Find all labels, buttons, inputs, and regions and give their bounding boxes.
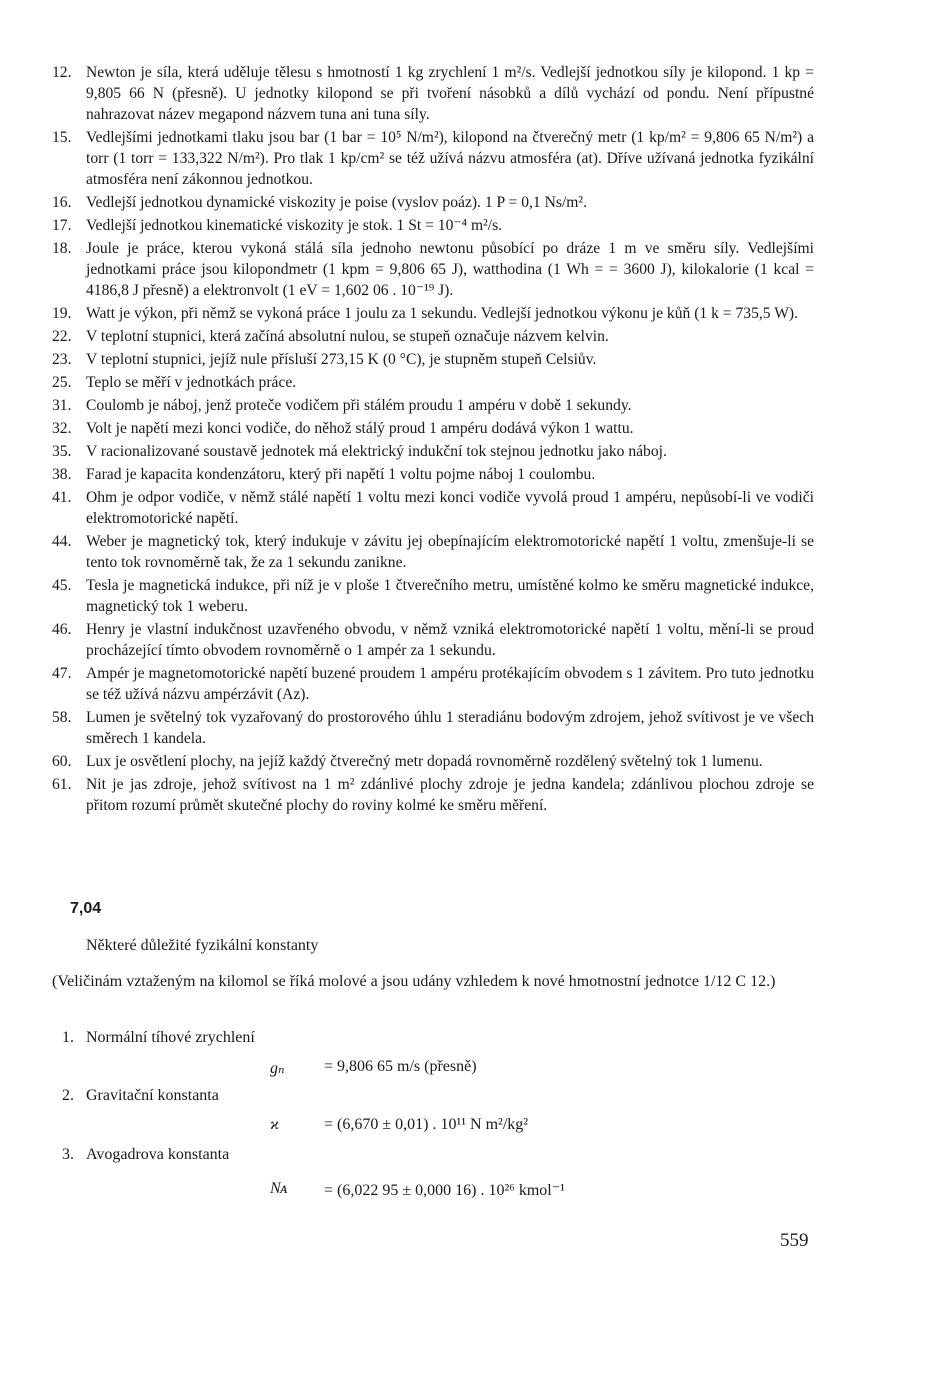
constant-value: = (6,022 95 ± 0,000 16) . 10²⁶ kmol⁻¹	[324, 1182, 565, 1199]
item-number: 45.	[52, 577, 72, 594]
list-item	[52, 303, 814, 324]
item-text: Vedlejšími jednotkami tlaku jsou bar (1 bar = 10⁵ N/m²), kilopond na čtverečný metr (1 kp/m² = 9,806 65 N/m²) a torr (1 torr = 133,322 N/m²). Pro tlak 1 kp/cm² se též užívá názvu atmosféra (at). Dříve užívaná jednotka fyzikální atmosféra není zákonnou jednotkou.	[86, 129, 814, 188]
list-item	[52, 531, 814, 573]
item-number: 19.	[52, 305, 72, 322]
item-text: Volt je napětí mezi konci vodiče, do něhož stálý proud 1 ampéru dodává výkon 1 wattu.	[86, 420, 634, 437]
list-item	[52, 192, 814, 213]
constant-symbol: ϰ	[270, 1116, 279, 1133]
item-number: 22.	[52, 328, 72, 345]
item-number: 60.	[52, 753, 72, 770]
constant-value: = 9,806 65 m/s (přesně)	[324, 1058, 477, 1075]
list-item	[52, 238, 814, 301]
constant-name: Avogadrova konstanta	[86, 1146, 230, 1163]
constant-number: 2.	[62, 1087, 74, 1104]
list-item	[52, 441, 814, 462]
constant-label	[62, 1029, 255, 1047]
item-text: Lumen je světelný tok vyzařovaný do prostorového úhlu 1 steradiánu bodovým zdrojem, jehož svítivost je ve všech směrech 1 kandela.	[86, 709, 814, 747]
list-item	[52, 326, 814, 347]
item-text: V teplotní stupnici, která začíná absolutní nulou, se stupeň označuje názvem kelvin.	[86, 328, 609, 345]
constant-label	[62, 1146, 229, 1164]
item-text: Nit je jas zdroje, jehož svítivost na 1 m² zdánlivé plochy zdroje je jedna kandela; zdánlivou plochou zdroje se přitom rozumí průmět skutečné plochy do roviny kolmé ke směru měření.	[86, 776, 814, 814]
item-number: 31.	[52, 397, 72, 414]
item-number: 35.	[52, 443, 72, 460]
item-text: V racionalizované soustavě jednotek má elektrický indukční tok stejnou jednotku jako náboj.	[86, 443, 667, 460]
item-number: 58.	[52, 709, 72, 726]
item-number: 38.	[52, 466, 72, 483]
list-item	[52, 418, 814, 439]
constant-value: = (6,670 ± 0,01) . 10¹¹ N m²/kg²	[324, 1116, 529, 1133]
list-item	[52, 395, 814, 416]
item-text: V teplotní stupnici, jejíž nule přísluší 273,15 K (0 °C), je stupněm stupeň Celsiův.	[86, 351, 597, 368]
item-text: Henry je vlastní indukčnost uzavřeného obvodu, v němž vzniká elektromotorické napětí 1 voltu, mění-li se proud procházející tímto obvodem rovnoměrně o 1 ampér za 1 sekundu.	[86, 621, 814, 659]
list-item	[52, 62, 814, 125]
list-item	[52, 575, 814, 617]
item-text: Lux je osvětlení plochy, na jejíž každý čtverečný metr dopadá rovnoměrně rozdělený světelný tok 1 lumenu.	[86, 753, 763, 770]
list-item	[52, 127, 814, 190]
item-text: Vedlejší jednotkou kinematické viskozity je stok. 1 St = 10⁻⁴ m²/s.	[86, 217, 503, 234]
item-text: Watt je výkon, při němž se vykoná práce 1 joulu za 1 sekundu. Vedlejší jednotkou výkonu je kůň (1 k = 735,5 W).	[86, 305, 799, 322]
page-number: 559	[780, 1230, 809, 1251]
item-number: 47.	[52, 665, 72, 682]
constant-number: 3.	[62, 1146, 74, 1163]
list-item	[52, 619, 814, 661]
item-number: 18.	[52, 240, 72, 257]
item-number: 46.	[52, 621, 72, 638]
item-text: Joule je práce, kterou vykoná stálá síla jednoho newtonu působící po dráze 1 m ve směru síly. Vedlejšími jednotkami práce jsou kilopondmetr (1 kpm = 9,806 65 J), watthodina (1 Wh = = 3600 J), kilokalorie (1 kcal = 4186,8 J přesně) a elektronvolt (1 eV = 1,602 06 . 10⁻¹⁹ J).	[86, 240, 814, 299]
constant-symbol: Nᴀ	[270, 1180, 288, 1197]
item-number: 41.	[52, 489, 72, 506]
constant-name: Gravitační konstanta	[86, 1087, 219, 1104]
list-item	[52, 774, 814, 816]
item-text: Vedlejší jednotkou dynamické viskozity je poise (vyslov poáz). 1 P = 0,1 Ns/m².	[86, 194, 587, 211]
list-item	[52, 215, 814, 236]
item-number: 61.	[52, 776, 72, 793]
item-number: 17.	[52, 217, 72, 234]
item-number: 44.	[52, 533, 72, 550]
list-item	[52, 464, 814, 485]
section-intro: (Veličinám vztaženým na kilomol se říká molové a jsou udány vzhledem k nové hmotnostní jednotce 1/12 C 12.)	[52, 973, 776, 990]
item-text: Coulomb je náboj, jenž proteče vodičem při stálém proudu 1 ampéru v době 1 sekundy.	[86, 397, 632, 414]
constant-name: Normální tíhové zrychlení	[86, 1029, 255, 1046]
item-text: Teplo se měří v jednotkách práce.	[86, 374, 297, 391]
item-text: Tesla je magnetická indukce, při níž je v ploše 1 čtverečního metru, umístěné kolmo ke směru magnetické indukce, magnetický tok 1 weberu.	[86, 577, 814, 615]
item-text: Farad je kapacita kondenzátoru, který při napětí 1 voltu pojme náboj 1 coulombu.	[86, 466, 596, 483]
constant-number: 1.	[62, 1029, 74, 1046]
item-text: Newton je síla, která uděluje tělesu s hmotností 1 kg zrychlení 1 m²/s. Vedlejší jednotkou síly je kilopond. 1 kp = 9,805 66 N (přesně). U jednotky kilopond se při tvoření násobků a dílů vychází od pondu. Není přípustné nahrazovat název megapond názvem tuna ani tuna síly.	[86, 64, 814, 123]
item-text: Ohm je odpor vodiče, v němž stálé napětí 1 voltu mezi konci vodiče vyvolá proud 1 ampéru, nepůsobí-li ve vodiči elektromotorické napětí.	[86, 489, 814, 527]
constant-symbol: gₙ	[270, 1060, 285, 1077]
item-text: Weber je magnetický tok, který indukuje v závitu jej obepínajícím elektromotorické napětí 1 voltu, zmenšuje-li se tento tok rovnoměrně tak, že za 1 sekundu zanikne.	[86, 533, 814, 571]
item-number: 25.	[52, 374, 72, 391]
list-item	[52, 663, 814, 705]
list-item	[52, 372, 814, 393]
item-text: Ampér je magnetomotorické napětí buzené proudem 1 ampéru protékajícím obvodem s 1 závitem. Pro tuto jednotku se též užívá názvu ampérzávit (Az).	[86, 665, 814, 703]
list-item	[52, 751, 814, 772]
list-item	[52, 349, 814, 370]
definitions-list	[52, 62, 814, 818]
item-number: 23.	[52, 351, 72, 368]
list-item	[52, 487, 814, 529]
item-number: 32.	[52, 420, 72, 437]
section-heading: 7,04	[70, 900, 102, 917]
item-number: 16.	[52, 194, 72, 211]
list-item	[52, 707, 814, 749]
section-title: Některé důležité fyzikální konstanty	[86, 937, 319, 954]
item-number: 15.	[52, 129, 72, 146]
item-number: 12.	[52, 64, 72, 81]
constant-label	[62, 1087, 219, 1105]
